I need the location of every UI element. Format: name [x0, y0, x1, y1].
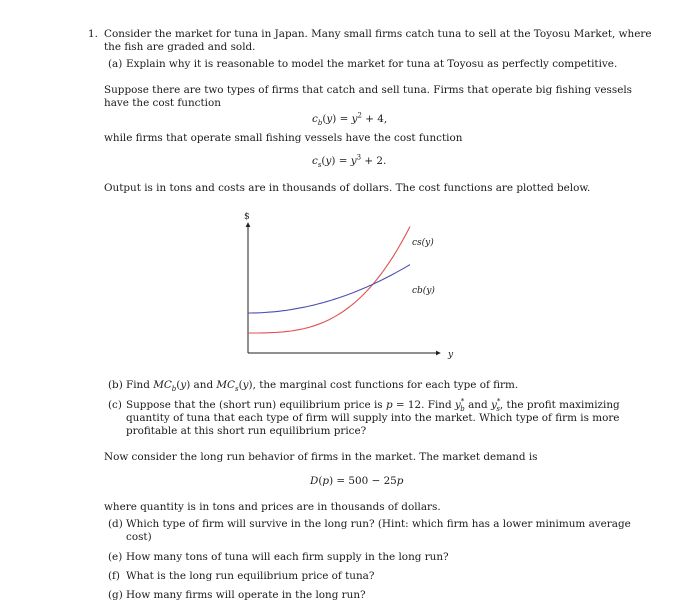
- part-g-text: How many firms will operate in the long run?: [126, 589, 366, 601]
- equation-cb: $c_b(y) = y^2 + 4$,: [312, 111, 388, 128]
- part-f-label: (f): [108, 570, 120, 582]
- part-c-line-3: profitable at this short run equilibrium price?: [126, 425, 367, 437]
- problem-number: 1.: [88, 28, 98, 40]
- equation-demand: D(p) = 500 − 25p: [310, 475, 404, 487]
- part-d-line-2: cost): [126, 531, 152, 543]
- part-c-line-1: Suppose that the (short run) equilibrium price is p = 12. Find $y^*_b$ and $y^*_s$, the profit maximizing: [126, 397, 620, 414]
- long-run-text: Now consider the long run behavior of firms in the market. The market demand is: [104, 451, 538, 463]
- part-a-text: Explain why it is reasonable to model the market for tuna at Toyosu as perfectly competitive.: [126, 58, 618, 70]
- legend-label-cs: cs(y): [412, 238, 434, 248]
- y-axis-label: $: [244, 212, 250, 222]
- part-c-label: (c): [108, 399, 122, 411]
- types-line-2: have the cost function: [104, 97, 221, 109]
- legend-label-cb: cb(y): [412, 286, 435, 296]
- intro-line-1: Consider the market for tuna in Japan. Many small firms catch tuna to sell at the Toyosu Market, where: [104, 28, 652, 40]
- small-vessel-text: while firms that operate small fishing vessels have the cost function: [104, 132, 463, 144]
- part-b-text: Find $MC_b(y)$ and $MC_s(y)$, the marginal cost functions for each type of firm.: [126, 379, 519, 394]
- part-f-text: What is the long run equilibrium price of tuna?: [126, 570, 375, 582]
- types-line-1: Suppose there are two types of firms that catch and sell tuna. Firms that operate big fishing vessels: [104, 84, 632, 96]
- part-c-line-2: quantity of tuna that each type of firm will supply into the market. Which type of firm is more: [126, 412, 620, 424]
- series-line-cb: [248, 265, 410, 313]
- equation-cs: $c_s(y) = y^3 + 2$.: [312, 153, 387, 170]
- intro-line-2: the fish are graded and sold.: [104, 41, 256, 53]
- part-g-label: (g): [108, 589, 123, 601]
- part-e-text: How many tons of tuna will each firm supply in the long run?: [126, 551, 449, 563]
- cost-function-chart: [240, 205, 460, 365]
- units-text: where quantity is in tons and prices are in thousands of dollars.: [104, 501, 441, 513]
- part-d-label: (d): [108, 518, 123, 530]
- part-b-label: (b): [108, 379, 123, 391]
- part-d-line-1: Which type of firm will survive in the long run? (Hint: which firm has a lower minimum average: [126, 518, 631, 530]
- output-units-text: Output is in tons and costs are in thousands of dollars. The cost functions are plotted below.: [104, 182, 591, 194]
- series-line-cs: [248, 227, 410, 334]
- part-a-label: (a): [108, 58, 123, 70]
- x-axis-label: y: [448, 350, 454, 360]
- part-e-label: (e): [108, 551, 123, 563]
